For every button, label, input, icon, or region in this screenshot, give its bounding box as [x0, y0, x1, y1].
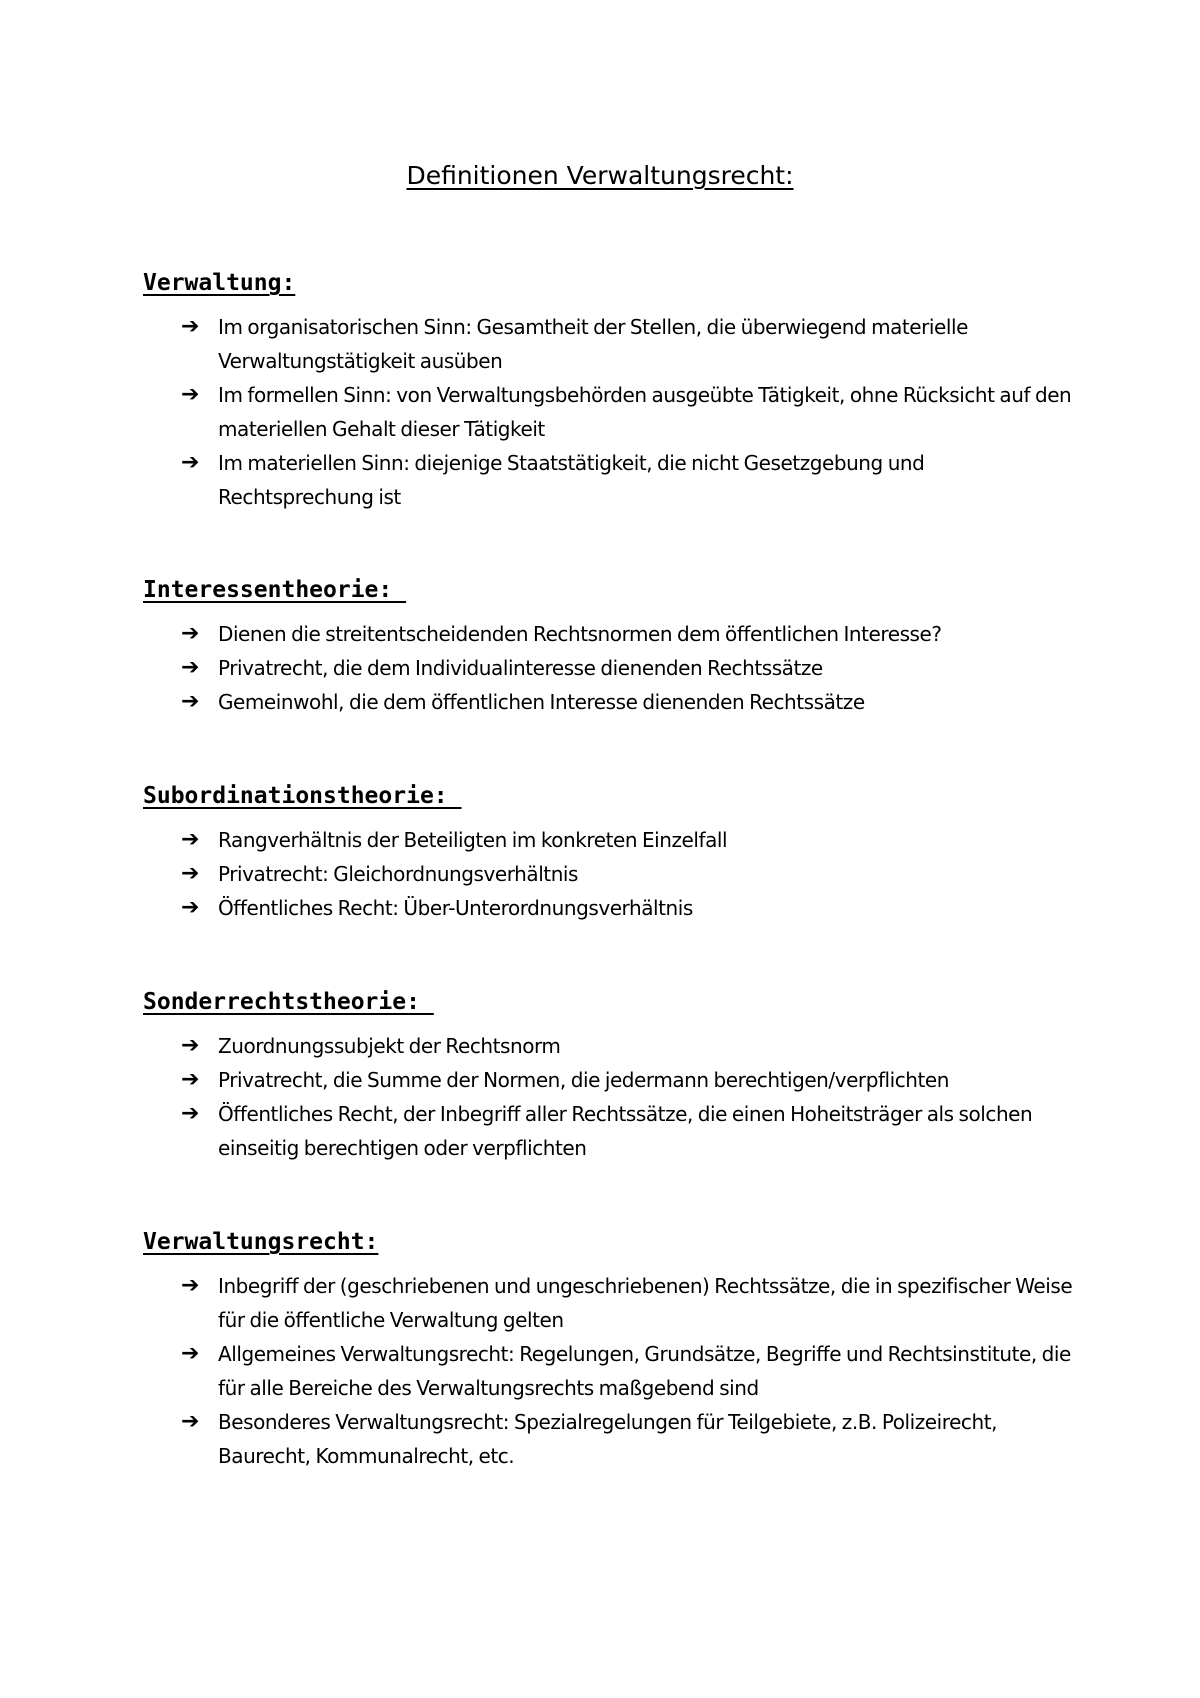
list-item-text: Allgemeines Verwaltungsrecht: Regelungen, Grundsätze, Begriffe und Rechtsinstitute, die für alle Bereiche des Verwaltungsrechts maßgebend sind	[218, 1342, 1071, 1400]
list-item-text: Privatrecht: Gleichordnungsverhältnis	[218, 862, 578, 886]
list-item	[143, 651, 1083, 685]
section-sonderrechtstheorie	[143, 987, 1083, 1165]
section-verwaltung	[143, 268, 1083, 514]
list-item	[143, 685, 1083, 719]
arrow-right-icon: ➔	[181, 1101, 199, 1126]
list-item	[143, 1097, 1083, 1165]
arrow-right-icon: ➔	[181, 1273, 199, 1298]
arrow-right-icon: ➔	[181, 382, 199, 407]
list-item-text: Öffentliches Recht, der Inbegriff aller Rechtssätze, die einen Hoheitsträger als solchen einseitig berechtigen oder verpflichten	[218, 1102, 1033, 1160]
list-item-text: Im materiellen Sinn: diejenige Staatstätigkeit, die nicht Gesetzgebung und Rechtsprechung ist	[218, 451, 925, 509]
list-item-text: Dienen die streitentscheidenden Rechtsnormen dem öffentlichen Interesse?	[218, 622, 942, 646]
section-subordinationstheorie	[143, 781, 1083, 925]
list-item-text: Öffentliches Recht: Über-Unterordnungsverhältnis	[218, 896, 693, 920]
list-item	[143, 446, 1083, 514]
list-item	[143, 1029, 1083, 1063]
bullet-list	[143, 310, 1083, 514]
arrow-right-icon: ➔	[181, 827, 199, 852]
arrow-right-icon: ➔	[181, 655, 199, 680]
list-item-text: Privatrecht, die dem Individualinteresse dienenden Rechtssätze	[218, 656, 823, 680]
list-item-text: Rangverhältnis der Beteiligten im konkreten Einzelfall	[218, 828, 728, 852]
arrow-right-icon: ➔	[181, 1409, 199, 1434]
arrow-right-icon: ➔	[181, 1067, 199, 1092]
section-interessentheorie	[143, 575, 1083, 719]
list-item-text: Im organisatorischen Sinn: Gesamtheit der Stellen, die überwiegend materielle Verwaltungstätigkeit ausüben	[218, 315, 968, 373]
section-heading: Verwaltungsrecht:	[143, 1229, 379, 1255]
arrow-right-icon: ➔	[181, 314, 199, 339]
list-item-text: Inbegriff der (geschriebenen und ungeschriebenen) Rechtssätze, die in spezifischer Weise für die öffentliche Verwaltung gelten	[218, 1274, 1073, 1332]
list-item	[143, 1405, 1083, 1473]
section-heading: Interessentheorie:	[143, 577, 407, 603]
section-heading: Verwaltung:	[143, 270, 296, 296]
list-item	[143, 378, 1083, 446]
bullet-list	[143, 617, 1083, 719]
list-item-text: Gemeinwohl, die dem öffentlichen Interesse dienenden Rechtssätze	[218, 690, 865, 714]
arrow-right-icon: ➔	[181, 1341, 199, 1366]
section-heading: Sonderrechtstheorie:	[143, 989, 434, 1015]
list-item	[143, 1337, 1083, 1405]
list-item	[143, 823, 1083, 857]
list-item	[143, 1063, 1083, 1097]
list-item	[143, 617, 1083, 651]
bullet-list	[143, 1029, 1083, 1165]
section-heading: Subordinationstheorie:	[143, 783, 462, 809]
arrow-right-icon: ➔	[181, 621, 199, 646]
list-item	[143, 857, 1083, 891]
list-item-text: Zuordnungssubjekt der Rechtsnorm	[218, 1034, 561, 1058]
list-item	[143, 1269, 1083, 1337]
list-item	[143, 310, 1083, 378]
list-item-text: Privatrecht, die Summe der Normen, die jedermann berechtigen/verpflichten	[218, 1068, 949, 1092]
arrow-right-icon: ➔	[181, 861, 199, 886]
bullet-list	[143, 823, 1083, 925]
arrow-right-icon: ➔	[181, 895, 199, 920]
document-title: Definitionen Verwaltungsrecht:	[406, 161, 794, 190]
bullet-list	[143, 1269, 1083, 1473]
section-verwaltungsrecht	[143, 1227, 1083, 1473]
list-item	[143, 891, 1083, 925]
list-item-text: Besonderes Verwaltungsrecht: Spezialregelungen für Teilgebiete, z.B. Polizeirecht, Baurecht, Kommunalrecht, etc.	[218, 1410, 998, 1468]
list-item-text: Im formellen Sinn: von Verwaltungsbehörden ausgeübte Tätigkeit, ohne Rücksicht auf den materiellen Gehalt dieser Tätigkeit	[218, 383, 1072, 441]
arrow-right-icon: ➔	[181, 450, 199, 475]
arrow-right-icon: ➔	[181, 1033, 199, 1058]
arrow-right-icon: ➔	[181, 689, 199, 714]
